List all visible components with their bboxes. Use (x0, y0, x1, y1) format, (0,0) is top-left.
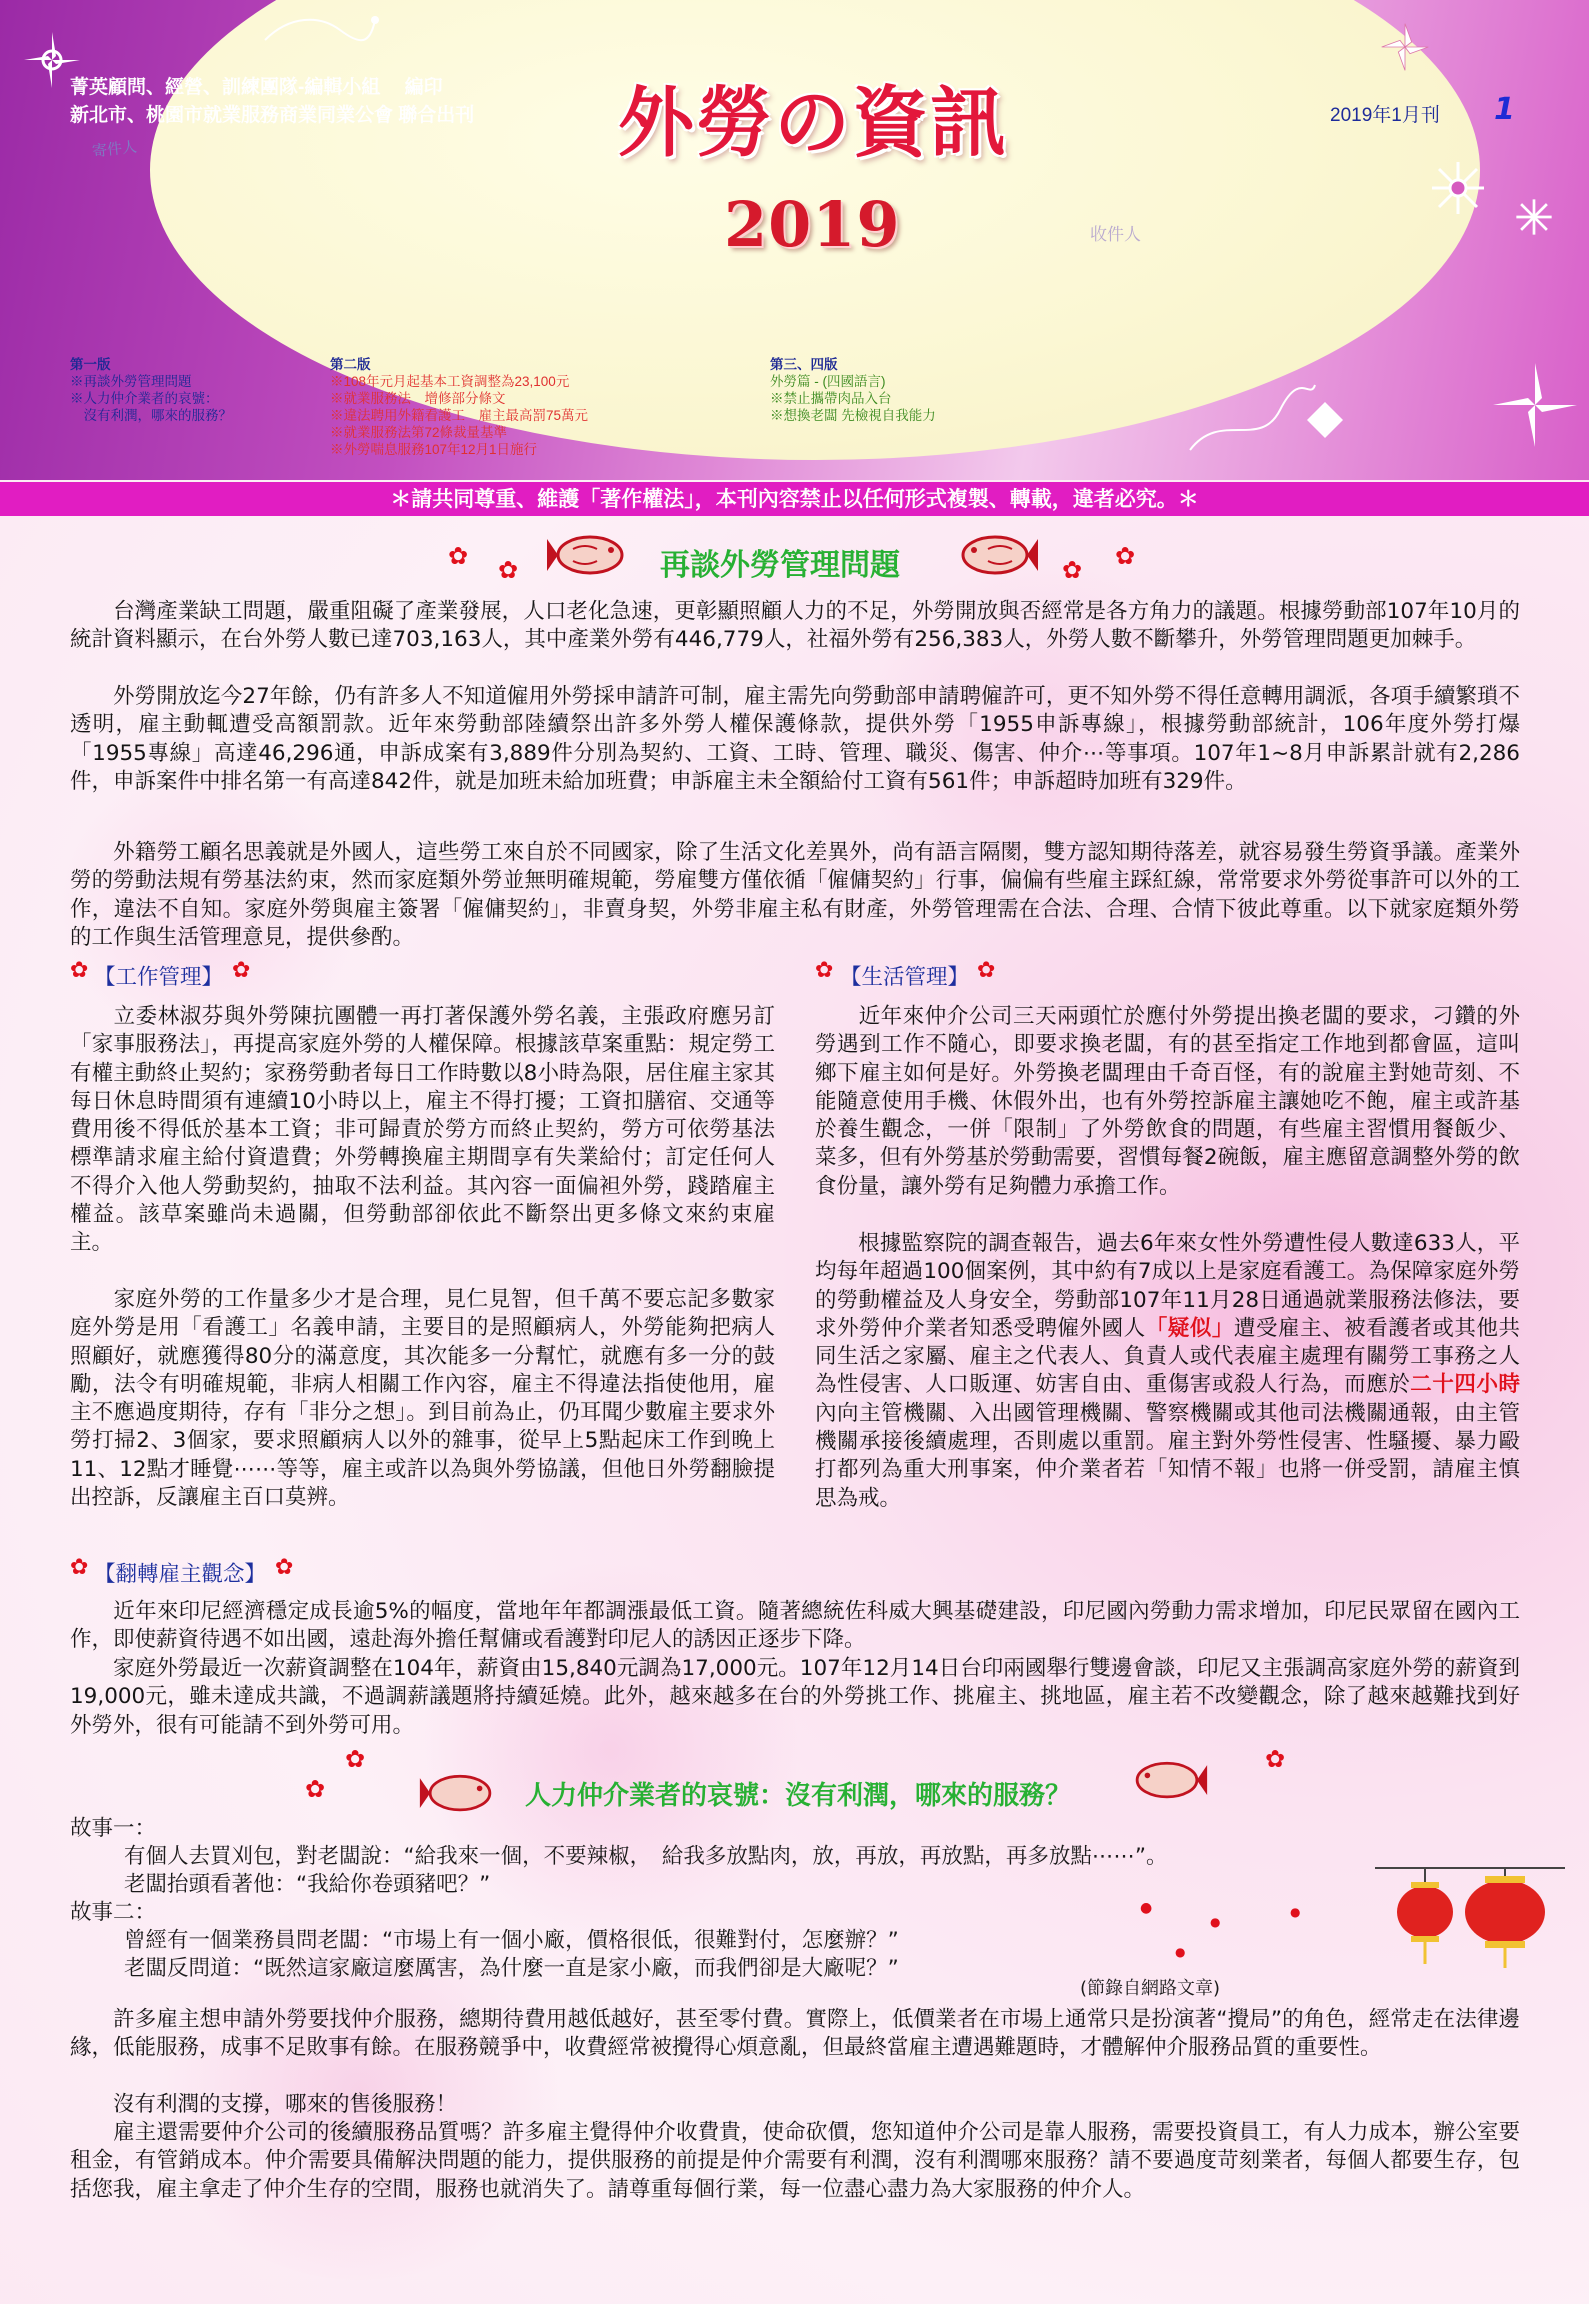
article-paragraph: 立委林淑芬與外勞陳抗團體一再打著保護外勞名義，主張政府應另訂「家事服務法」，再提高家庭外勞的人權保障。根據該草案重點：規定勞工有權主動終止契約；家務勞動者每日工作時數以8小時為限，居住雇主家其每日休息時間須有連續10小時以上，雇主不得打擾；工資扣膳宿、交通等費用後不得低於基本工資；非可歸責於勞方而終止契約，勞方可依勞基法標準請求雇主給付資遣費；外勞轉換雇主期間享有失業給付；訂定任何人不得介入他人勞動契約，抽取不法利益。其內容一面偏袒外勞，踐踏雇主權益。該草案雖尚未過關，但勞動部卻依此不斷祭出更多條文來約束雇主。 (70, 1004, 775, 1256)
toc-heading: 第三、四版 (770, 357, 838, 372)
story-label: 故事二： (70, 1900, 157, 1925)
copyright-banner: ＊請共同尊重、維護「著作權法」，本刊內容禁止以任何形式複製、轉載，違者必究。＊ (0, 482, 1589, 516)
koi-fish-icon (950, 525, 1040, 587)
plum-blossom-icon: ✿ (1115, 542, 1136, 570)
petal-icon: ● (1210, 1915, 1221, 1929)
source-note: (節錄自網路文章) (1080, 1978, 1221, 1999)
plum-blossom-icon: ✿ (1265, 1745, 1286, 1773)
article-paragraph: 外勞開放迄今27年餘，仍有許多人不知道僱用外勞採申請許可制，雇主需先向勞動部申請聘僱許可，更不知外勞不得任意轉用調派，各項手續繁瑣不透明，雇主動輒遭受高額罰款。近年來勞動部陸續祭出許多外勞人權保護條款，提供外勞「1955申訴專線」，根據勞動部統計，106年度外勞打爆「1955專線」高達46,296通，申訴成案有3,889件分別為契約、工資、工時、管理、職災、傷害、仲介⋯等事項。107年1~8月申訴累計就有2,286件，申訴案件中排名第一有高達842件，就是加班未給加班費；申訴雇主未全額給付工資有561件；申訴超時加班有329件。 (70, 684, 1520, 794)
petal-icon: ● (1140, 1900, 1153, 1916)
toc-item: 外勞篇 - (四國語言) (770, 374, 886, 389)
toc-item: ※108年元月起基本工資調整為23,100元 (330, 374, 570, 389)
article-title: 再談外勞管理問題 (660, 548, 900, 583)
article-paragraph: 根據監察院的調查報告，過去6年來女性外勞遭性侵人數達633人，平均每年超過100個案例，其中約有7成以上是家庭看護工。為保障家庭外勞的勞動權益及人身安全，勞動部107年11月28日通過就業服務法修法，要求外勞仲介業者知悉受聘僱外國人「疑似」遭受雇主、被看護者或其他共同生活之家屬、雇主之代表人、負責人或代表雇主處理有關勞工事務之人為性侵害、人口販運、妨害自由、重傷害或殺人行為，而應於二十四小時內向主管機關、入出國管理機關、警察機關或其他司法機關通報，由主管機關承接後續處理，否則處以重罰。雇主對外勞性侵害、性騷擾、暴力毆打都列為重大刑事案，仲介業者若「知情不報」也將一併受罰，請雇主慎思為戒。 (815, 1231, 1520, 1511)
toc-item: ※外勞喘息服務107年12月1日施行 (330, 442, 538, 457)
plum-blossom-icon: ✿ (1062, 556, 1083, 584)
plum-blossom-icon: ✿ (977, 958, 996, 983)
article-paragraph: 近年來印尼經濟穩定成長逾5%的幅度，當地年年都調漲最低工資。隨著總統佐科威大興基礎建設，印尼國內勞動力需求增加，印尼民眾留在國內工作，即使薪資待遇不如出國，遠赴海外擔任幫傭或看護對印尼人的誘因正逐步下降。 (70, 1599, 1520, 1653)
toc-item: ※想換老闆 先檢視自我能力 (770, 408, 936, 423)
recipient-label: 收件人 (1090, 225, 1141, 245)
koi-fish-icon (418, 1765, 502, 1823)
article-paragraph: 家庭外勞的工作量多少才是合理，見仁見智，但千萬不要忘記多數家庭外勞是用「看護工」名義申請，主要目的是照顧病人，外勞能夠把病人照顧好，就應獲得80分的滿意度，其次能多一分幫忙，就應有多一分的鼓勵，法令有明確規範，非病人相關工作內容，雇主不得違法指使他用，雇主不應過度期待，存有「非分之想」。到目前為止，仍耳聞少數雇主要求外勞打掃2、3個家，要求照顧病人以外的雜事，從早上5點起床工作到晚上11、12點才睡覺⋯⋯等等，雇主或許以為與外勞協議，但他日外勞翻臉提出控訴，反讓雇主百口莫辨。 (70, 1287, 775, 1511)
story-line: 有個人去買刈包，對老闆說：“給我來一個，不要辣椒， 給我多放點肉，放，再放，再放點，再多放點⋯⋯”。 (124, 1844, 1168, 1869)
plum-blossom-icon: ✿ (345, 1745, 366, 1773)
story-line: 曾經有一個業務員問老闆：“市場上有一個小廠，價格很低，很難對付，怎麼辦？” (124, 1928, 899, 1953)
koi-fish-icon (545, 525, 635, 587)
plum-blossom-icon: ✿ (232, 958, 251, 983)
lantern-icon (1375, 1860, 1565, 1970)
toc-item: ※再談外勞管理問題 (70, 374, 192, 389)
masthead-year: 2019 (724, 188, 901, 261)
plum-blossom-icon: ✿ (448, 542, 469, 570)
masthead-header (0, 0, 1589, 480)
koi-fish-icon (1125, 1752, 1209, 1810)
toc-page1 (70, 356, 232, 424)
toc-page2 (330, 356, 588, 458)
toc-page3-4 (770, 356, 936, 424)
toc-item: ※就業服務法第72條裁量基準 (330, 425, 508, 440)
story-line: 老闆抬頭看著他：“我給你卷頭豬吧？” (124, 1872, 491, 1897)
plum-blossom-icon: ✿ (70, 958, 89, 983)
article-paragraph: 近年來仲介公司三天兩頭忙於應付外勞提出換老闆的要求，刁鑽的外勞遇到工作不隨心，即要求換老闆，有的甚至指定工作地到都會區，這叫鄉下雇主如何是好。外勞換老闆理由千奇百怪，有的說雇主對她苛刻、不能隨意使用手機、休假外出，也有外勞控訴雇主讓她吃不飽，雇主或許基於養生觀念，一併「限制」了外勞飲食的問題，有些雇主習慣用餐飯少、菜多，但有外勞基於勞動需要，習慣每餐2碗飯，雇主應留意調整外勞的飲食份量，讓外勞有足夠體力承擔工作。 (815, 1004, 1520, 1199)
article-title: 人力仲介業者的哀號：沒有利潤，哪來的服務？ (525, 1781, 1072, 1811)
toc-item: ※違法聘用外籍看護工 雇主最高罰75萬元 (330, 408, 589, 423)
issue-number: 1 (1494, 92, 1515, 127)
article-paragraph: 家庭外勞最近一次薪資調整在104年，薪資由15,840元調為17,000元。107年12月14日台印兩國舉行雙邊會談，印尼又主張調高家庭外勞的薪資到19,000元，雖未達成共識，不過調薪議題將持續延燒。此外，越來越多在台的外勞挑工作、挑雇主、挑地區，雇主若不改變觀念，除了越來越難找到好外勞外，很有可能請不到外勞可用。 (70, 1656, 1520, 1738)
swirl-icon (1180, 380, 1320, 460)
article-paragraph: 外籍勞工顧名思義就是外國人，這些勞工來自於不同國家，除了生活文化差異外，尚有語言隔閡，雙方認知期待落差，就容易發生勞資爭議。產業外勞的勞動法規有勞基法約束，然而家庭類外勞並無明確規範，勞雇雙方僅依循「僱傭契約」行事，偏偏有些雇主踩紅線，常常要求外勞從事許可以外的工作，違法不自知。家庭外勞與雇主簽署「僱傭契約」，非賣身契，外勞非雇主私有財產，外勞管理需在合法、合理、合情下彼此尊重。以下就家庭類外勞的工作與生活管理意見，提供參酌。 (70, 840, 1520, 950)
toc-heading: 第二版 (330, 357, 371, 372)
petal-icon: ● (1175, 1945, 1186, 1959)
toc-item: ※禁止攜帶肉品入台 (770, 391, 892, 406)
publisher-line-1: 菁英顧問、經營、訓練團隊-編輯小組 編印 (70, 77, 443, 98)
story-label: 故事一： (70, 1816, 157, 1841)
article-paragraph: 許多雇主想申請外勞要找仲介服務，總期待費用越低越好，甚至零付費。實際上，低價業者在市場上通常只是扮演著“攪局”的角色，經常走在法律邊緣，低能服務，成事不足敗事有餘。在服務競爭中，收費經常被攪得心煩意亂，但最終當雇主遭遇難題時，才體解仲介服務品質的重要性。 (70, 2007, 1520, 2061)
snowflake-icon (1430, 160, 1486, 216)
article-paragraph: 台灣產業缺工問題，嚴重阻礙了產業發展，人口老化急速，更彰顯照顧人力的不足，外勞開放與否經常是各方角力的議題。根據勞動部107年10月的統計資料顯示，在台外勞人數已達703,163人，其中產業外勞有446,779人，社福外勞有256,383人，外勞人數不斷攀升，外勞管理問題更加棘手。 (70, 599, 1520, 653)
section-heading-employer: 【翻轉雇主觀念】 (94, 1562, 267, 1587)
section-heading-life: 【生活管理】 (840, 965, 970, 990)
plum-blossom-icon: ✿ (815, 958, 834, 983)
sender-label: 寄件人 (91, 137, 138, 161)
plum-blossom-icon: ✿ (275, 1555, 294, 1580)
plum-blossom-icon: ✿ (70, 1555, 89, 1580)
highlight-text: 二十四小時 (1410, 1372, 1520, 1398)
highlight-text: 「疑似」 (1145, 1315, 1234, 1341)
pinwheel-icon (1490, 360, 1580, 450)
article-paragraph: 沒有利潤的支撐，哪來的售後服務！ (113, 2092, 458, 2117)
masthead-title: 外勞の資訊 (618, 78, 1008, 167)
petal-icon: ● (1290, 1905, 1301, 1919)
toc-item: 沒有利潤，哪來的服務？ (70, 408, 232, 423)
plum-blossom-icon: ✿ (305, 1775, 326, 1803)
publisher-line-2: 新北市、桃園市就業服務商業同業公會 聯合出刊 (70, 105, 475, 126)
swirl-icon (260, 10, 380, 50)
issue-date: 2019年1月刊 (1330, 105, 1440, 126)
story-line: 老闆反問道：“既然這家廠這麼厲害，為什麼一直是家小廠，而我們卻是大廠呢？” (124, 1956, 899, 1981)
snowflake-icon (1515, 198, 1553, 236)
article-paragraph: 雇主還需要仲介公司的後續服務品質嗎？許多雇主覺得仲介收費貴，使命砍價，您知道仲介公司是靠人服務，需要投資員工，有人力成本，辦公室要租金，有管銷成本。仲介需要具備解決問題的能力，提供服務的前提是仲介需要有利潤，沒有利潤哪來服務？請不要過度苛刻業者，每個人都要生存，包括您我，雇主拿走了仲介生存的空間，服務也就消失了。請尊重每個行業，每一位盡心盡力為大家服務的仲介人。 (70, 2120, 1520, 2202)
plum-blossom-icon: ✿ (498, 556, 519, 584)
toc-item: ※人力仲介業者的哀號： (70, 391, 219, 406)
toc-heading: 第一版 (70, 357, 111, 372)
section-heading-work: 【工作管理】 (94, 965, 224, 990)
toc-item: ※就業服務法 增修部分條文 (330, 391, 506, 406)
pinwheel-icon (1380, 22, 1430, 72)
